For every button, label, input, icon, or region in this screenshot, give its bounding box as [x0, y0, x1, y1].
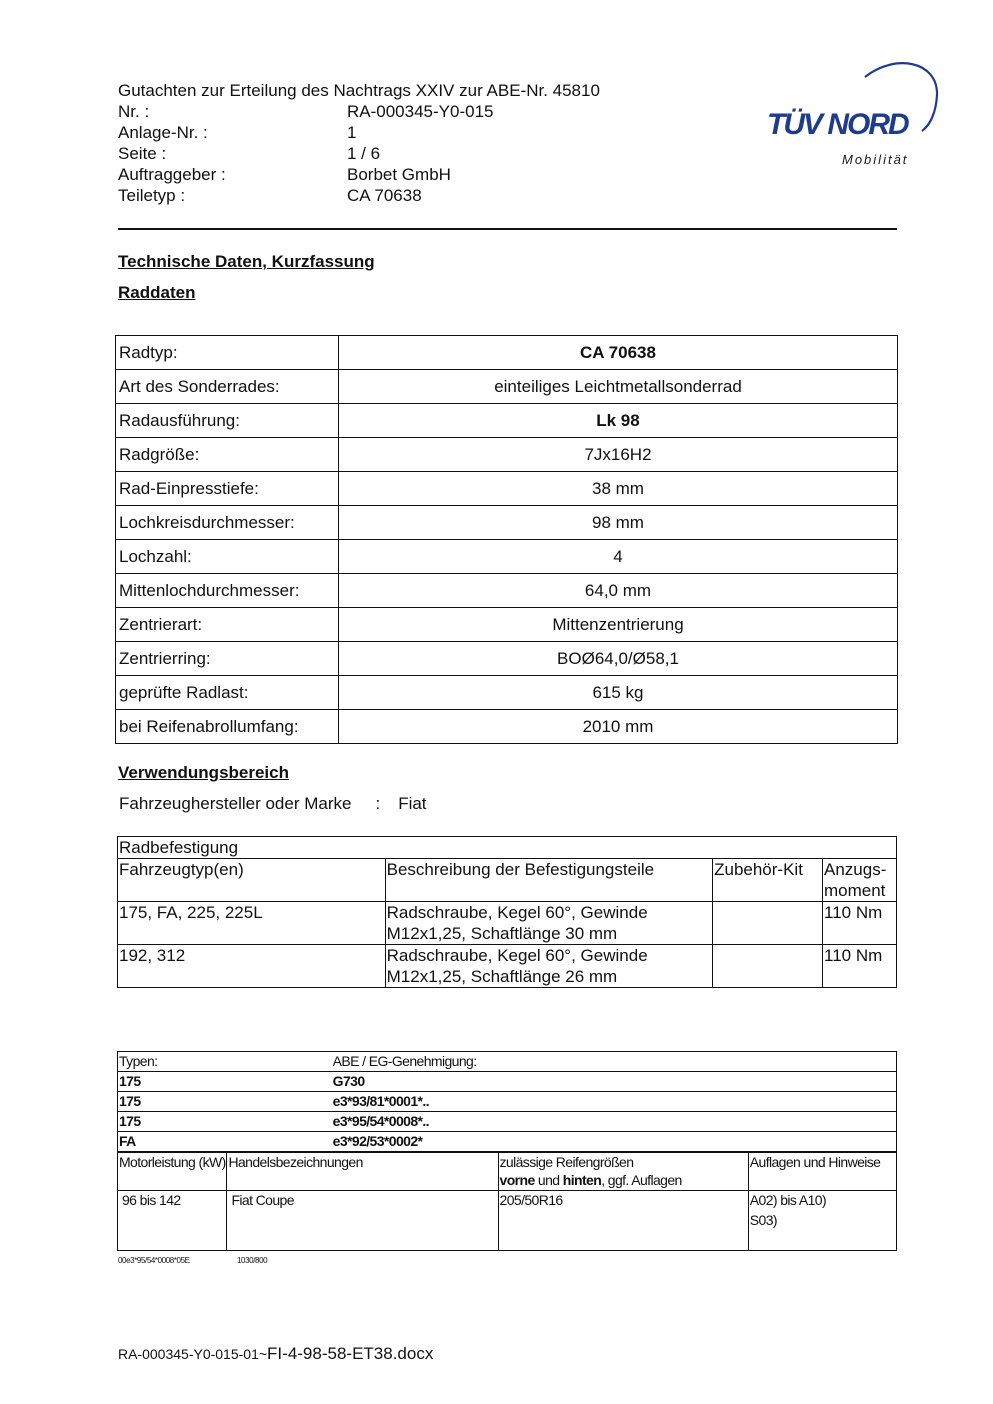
footnote-number: 1030/800: [237, 1256, 268, 1265]
typen-row: [118, 1132, 897, 1153]
raddaten-row: [116, 472, 898, 506]
raddaten-label: Mittenlochdurchmesser:: [116, 574, 339, 608]
header-label: Nr. :: [118, 102, 150, 121]
raddaten-row: [116, 404, 898, 438]
raddaten-row: [116, 676, 898, 710]
col-header-auflagen: Auflagen und Hinweise: [748, 1152, 896, 1190]
abe-cell: e3*93/81*0001*..: [332, 1092, 897, 1112]
header-label: Seite :: [118, 144, 167, 163]
fahrzeughersteller-label: Fahrzeughersteller oder Marke: [119, 794, 352, 813]
typen-row: [118, 1092, 897, 1112]
raddaten-value: 615 kg: [339, 676, 898, 710]
footnote-code: 00e3*95/54*0008*05E: [118, 1256, 190, 1265]
fahrzeughersteller-line: [119, 794, 427, 814]
raddaten-row: [116, 540, 898, 574]
abe-cell: e3*95/54*0008*..: [332, 1112, 897, 1132]
raddaten-label: Radtyp:: [116, 336, 339, 370]
raddaten-label: Radausführung:: [116, 404, 339, 438]
footer-prefix: RA-000345-Y0-015-01~: [118, 1346, 268, 1362]
header-value: 1 / 6: [347, 144, 381, 163]
typ-cell: FA: [118, 1132, 332, 1153]
raddaten-row: [116, 574, 898, 608]
footer-filename: FI-4-98-58-ET38.docx: [267, 1344, 434, 1363]
cell-desc: Radschraube, Kegel 60°, Gewinde M12x1,25, Schaftlänge 26 mm: [385, 945, 712, 988]
typen-row: [118, 1072, 897, 1092]
logo-subtitle: Mobilität: [842, 152, 909, 167]
raddaten-value: BOØ64,0/Ø58,1: [339, 642, 898, 676]
cell-motorleistung: 96 bis 142: [118, 1190, 227, 1250]
header-row-teiletyp: [118, 185, 422, 206]
header-value: CA 70638: [347, 186, 422, 205]
header-label: Auftraggeber :: [118, 165, 226, 184]
header-row-anlage: [118, 122, 356, 143]
page-footer: [118, 1344, 433, 1364]
header-divider: [118, 228, 897, 230]
cell-types: 175, FA, 225, 225L: [118, 902, 386, 945]
header-value: RA-000345-Y0-015: [347, 102, 494, 121]
raddaten-value: 2010 mm: [339, 710, 898, 744]
section-technische-daten: Technische Daten, Kurzfassung: [118, 252, 375, 271]
raddaten-value: 98 mm: [339, 506, 898, 540]
cell-moment: 110 Nm: [823, 945, 897, 988]
cell-desc: Radschraube, Kegel 60°, Gewinde M12x1,25, Schaftlänge 30 mm: [385, 902, 712, 945]
header-label: Teiletyp :: [118, 186, 186, 205]
separator: :: [375, 794, 381, 813]
raddaten-label: bei Reifenabrollumfang:: [116, 710, 339, 744]
cell-types: 192, 312: [118, 945, 386, 988]
abe-cell: G730: [332, 1072, 897, 1092]
raddaten-row: [116, 336, 898, 370]
raddaten-value: einteiliges Leichtmetallsonderrad: [339, 370, 898, 404]
raddaten-label: Radgröße:: [116, 438, 339, 472]
reifen-und: und: [534, 1172, 563, 1188]
raddaten-value: 64,0 mm: [339, 574, 898, 608]
table-row: [118, 902, 897, 945]
raddaten-label: Rad-Einpresstiefe:: [116, 472, 339, 506]
auflagen-line1: A02) bis A10): [749, 1191, 827, 1208]
radbefestigung-title: Radbefestigung: [118, 837, 897, 859]
radbefestigung-table: [117, 836, 897, 988]
cell-handelsbezeichnung: Fiat Coupe: [227, 1190, 498, 1250]
header-row-nr: [118, 101, 493, 122]
raddaten-label: geprüfte Radlast:: [116, 676, 339, 710]
typ-cell: 175: [118, 1092, 332, 1112]
table-row: [118, 1190, 897, 1250]
header-value: 1: [347, 123, 357, 142]
abe-cell: e3*92/53*0002*: [332, 1132, 897, 1153]
raddaten-row: [116, 608, 898, 642]
col-header-beschreibung: Beschreibung der Befestigungsteile: [385, 859, 712, 902]
header-label: Anlage-Nr. :: [118, 123, 208, 142]
header-row-auftraggeber: [118, 164, 451, 185]
raddaten-table: [115, 335, 898, 744]
abe-header: ABE / EG-Genehmigung:: [332, 1052, 897, 1072]
raddaten-value: Lk 98: [339, 404, 898, 438]
col-header-anzugsmoment: Anzugs-moment: [823, 859, 897, 902]
raddaten-value: Mittenzentrierung: [339, 608, 898, 642]
col-header-handelsbezeichnungen: Handelsbezeichnungen: [227, 1152, 498, 1190]
raddaten-row: [116, 506, 898, 540]
raddaten-label: Zentrierart:: [116, 608, 339, 642]
cell-moment: 110 Nm: [823, 902, 897, 945]
cell-kit: [713, 945, 823, 988]
raddaten-row: [116, 438, 898, 472]
document-title: Gutachten zur Erteilung des Nachtrags XXIV zur ABE-Nr. 45810: [118, 81, 600, 100]
reifen-line1: zulässige Reifengrößen: [499, 1154, 634, 1170]
raddaten-value: CA 70638: [339, 336, 898, 370]
reifen-hinten: hinten: [562, 1172, 602, 1188]
col-header-zubehoer-kit: Zubehör-Kit: [713, 859, 823, 902]
raddaten-label: Lochzahl:: [116, 540, 339, 574]
col-header-reifengroessen: [498, 1152, 748, 1190]
header-row-seite: [118, 143, 380, 164]
auflagen-line2: S03): [749, 1211, 777, 1228]
reifen-rest: , ggf. Auflagen: [601, 1172, 682, 1188]
logo-brand: TÜV NORD: [767, 108, 908, 141]
raddaten-value: 38 mm: [339, 472, 898, 506]
raddaten-value: 4: [339, 540, 898, 574]
fahrzeughersteller-value: Fiat: [398, 794, 427, 813]
section-verwendungsbereich: Verwendungsbereich: [118, 763, 289, 782]
table-row: [118, 945, 897, 988]
cell-auflagen: [748, 1190, 896, 1250]
col-header-motorleistung: Motorleistung (kW): [118, 1152, 227, 1190]
raddaten-label: Art des Sonderrades:: [116, 370, 339, 404]
section-raddaten: Raddaten: [118, 283, 196, 302]
col-header-fahrzeugtyp: Fahrzeugtyp(en): [118, 859, 386, 902]
typen-row: [118, 1112, 897, 1132]
typen-table: [117, 1051, 897, 1251]
typ-cell: 175: [118, 1112, 332, 1132]
raddaten-value: 7Jx16H2: [339, 438, 898, 472]
raddaten-row: [116, 370, 898, 404]
raddaten-label: Zentrierring:: [116, 642, 339, 676]
raddaten-row: [116, 642, 898, 676]
typ-cell: 175: [118, 1072, 332, 1092]
raddaten-label: Lochkreisdurchmesser:: [116, 506, 339, 540]
reifen-vorne: vorne: [499, 1172, 535, 1188]
cell-kit: [713, 902, 823, 945]
typen-header: Typen:: [118, 1052, 332, 1072]
cell-reifen: 205/50R16: [498, 1190, 748, 1250]
raddaten-row: [116, 710, 898, 744]
header-value: Borbet GmbH: [347, 165, 451, 184]
